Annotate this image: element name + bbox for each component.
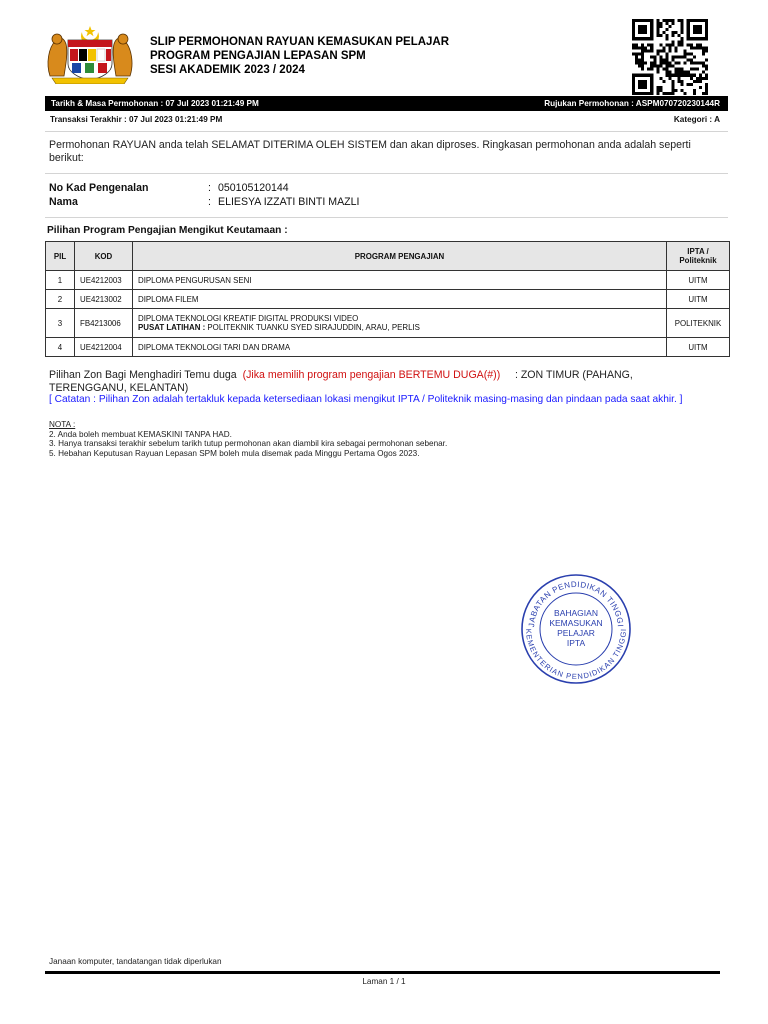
program-table — [45, 241, 730, 357]
row-program: DIPLOMA FILEM — [133, 290, 667, 309]
title-line-2: PROGRAM PENGAJIAN LEPASAN SPM — [150, 50, 366, 62]
row-program-cell — [133, 309, 667, 338]
id-colon: : — [208, 182, 211, 194]
row-pil: 3 — [46, 309, 75, 338]
name-value: ELIESYA IZZATI BINTI MAZLI — [218, 196, 360, 208]
table-row — [46, 271, 730, 290]
row-kod: FB4213006 — [75, 309, 133, 338]
header-pil: PIL — [46, 242, 75, 271]
training-center-label: PUSAT LATIHAN : — [138, 323, 206, 332]
intro-text: Permohonan RAYUAN anda telah SELAMAT DITERIMA OLEH SISTEM dan akan diproses. Ringkasan permohonan anda adalah seperti berikut: — [49, 139, 691, 164]
row-ipta: POLITEKNIK — [667, 309, 730, 338]
notes-title: NOTA : — [49, 420, 76, 429]
row-ipta: UITM — [667, 338, 730, 357]
divider — [45, 131, 728, 132]
stamp-ring-bottom: KEMENTERIAN PENDIDIKAN TINGGI — [524, 628, 628, 681]
coat-of-arms-logo — [44, 24, 136, 84]
row-kod: UE4212003 — [75, 271, 133, 290]
document-title — [150, 35, 449, 77]
section-title: Pilihan Program Pengajian Mengikut Keutamaan : — [47, 225, 288, 236]
page-number: Laman 1 / 1 — [362, 977, 406, 986]
footer-rule — [45, 971, 720, 974]
stamp-line-1: BAHAGIAN — [554, 608, 598, 618]
header-ipta-line1: IPTA / — [687, 247, 709, 256]
interview-zone — [49, 369, 633, 394]
header-ipta — [667, 242, 730, 271]
application-info-bar — [45, 96, 728, 111]
header-ipta-line2: Politeknik — [679, 256, 717, 265]
title-line-3: SESI AKADEMIK 2023 / 2024 — [150, 64, 305, 76]
note-item: 3. Hanya transaksi terakhir sebelum tarikh tutup permohonan akan diambil kira sebagai permohonan sebenar. — [49, 439, 448, 449]
table-row — [46, 290, 730, 309]
row-pil: 1 — [46, 271, 75, 290]
row-ipta: UITM — [667, 271, 730, 290]
row-pil: 4 — [46, 338, 75, 357]
application-reference: Rujukan Permohonan : ASPM070720230144R — [544, 99, 720, 108]
stamp-line-4: IPTA — [566, 638, 586, 648]
stamp-line-2: KEMASUKAN — [549, 618, 603, 628]
zone-label: Pilihan Zon Bagi Menghadiri Temu duga — [49, 369, 237, 381]
row-program: DIPLOMA PENGURUSAN SENI — [133, 271, 667, 290]
row-kod: UE4212004 — [75, 338, 133, 357]
training-center — [138, 323, 661, 332]
training-center-value: POLITEKNIK TUANKU SYED SIRAJUDDIN, ARAU, PERLIS — [207, 323, 420, 332]
id-label: No Kad Pengenalan — [49, 182, 149, 194]
name-label: Nama — [49, 196, 78, 208]
note-item: 2. Anda boleh membuat KEMASKINI TANPA HAD. — [49, 429, 232, 439]
id-value: 050105120144 — [218, 182, 289, 194]
divider — [45, 173, 728, 174]
zone-line-1 — [49, 369, 633, 382]
zone-note: (Jika memilih program pengajian BERTEMU DUGA(#)) — [242, 369, 501, 381]
stamp-ring-top: JABATAN PENDIDIKAN TINGGI — [527, 579, 625, 628]
row-program: DIPLOMA TEKNOLOGI TARI DAN DRAMA — [133, 338, 667, 357]
last-transaction: Transaksi Terakhir : 07 Jul 2023 01:21:49 PM — [50, 115, 223, 124]
header-kod: KOD — [75, 242, 133, 271]
note-item: 5. Hebahan Keputusan Rayuan Lepasan SPM boleh mula disemak pada Minggu Pertama Ogos 2023. — [49, 449, 420, 459]
zone-disclaimer: [ Catatan : Pilihan Zon adalah tertakluk kepada ketersediaan lokasi mengikut IPTA / Politeknik masing-masing dan pindaan pada saat akhir. ] — [49, 394, 683, 405]
divider — [45, 217, 728, 218]
category: Kategori : A — [673, 115, 720, 124]
row-program: DIPLOMA TEKNOLOGI KREATIF DIGITAL PRODUKSI VIDEO — [138, 314, 359, 323]
row-ipta: UITM — [667, 290, 730, 309]
official-stamp — [520, 573, 632, 685]
application-datetime: Tarikh & Masa Permohonan : 07 Jul 2023 01:21:49 PM — [51, 99, 259, 108]
row-kod: UE4213002 — [75, 290, 133, 309]
zone-value: : ZON TIMUR (PAHANG, — [514, 369, 633, 381]
table-row — [46, 309, 730, 338]
zone-value-line-2: TERENGGANU, KELANTAN) — [49, 381, 189, 394]
footer-note: Janaan komputer, tandatangan tidak diperlukan — [49, 957, 222, 966]
row-pil: 2 — [46, 290, 75, 309]
stamp-line-3: PELAJAR — [557, 628, 595, 638]
table-header-row — [46, 242, 730, 271]
notes — [49, 420, 447, 459]
name-colon: : — [208, 196, 211, 208]
header-program: PROGRAM PENGAJIAN — [133, 242, 667, 271]
qr-code — [632, 19, 708, 95]
title-line-1: SLIP PERMOHONAN RAYUAN KEMASUKAN PELAJAR — [150, 36, 450, 48]
table-row — [46, 338, 730, 357]
